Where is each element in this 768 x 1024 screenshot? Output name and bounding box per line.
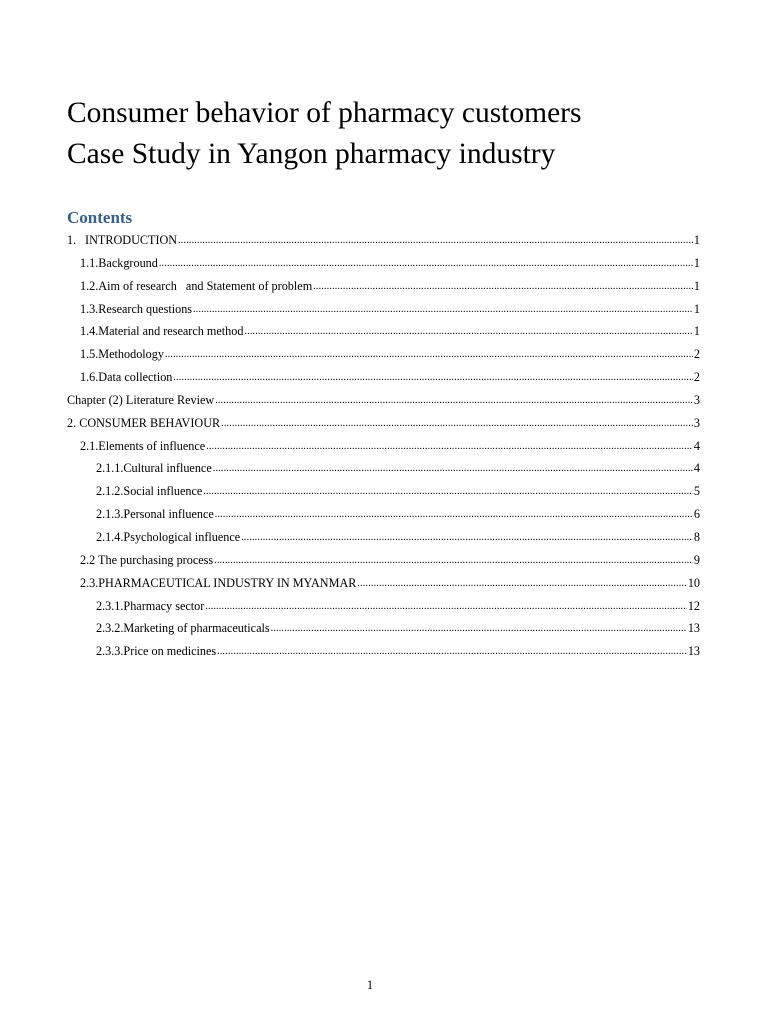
- toc-entry-page: 4: [693, 461, 700, 476]
- toc-entry[interactable]: [67, 549, 700, 572]
- toc-entry-page: 4: [693, 438, 700, 453]
- toc-dot-leader: [244, 321, 692, 344]
- toc-entry-title: 2.3.PHARMACEUTICAL INDUSTRY IN MYANMAR: [80, 575, 357, 590]
- toc-entry-page: 2: [693, 370, 700, 385]
- toc-entry-title: 1.1.Background: [80, 255, 158, 270]
- toc-dot-leader: [241, 527, 693, 550]
- toc-entry[interactable]: [67, 435, 700, 458]
- toc-entry-page: 13: [687, 621, 700, 636]
- toc-entry-page: 13: [687, 644, 700, 659]
- toc-entry[interactable]: [67, 526, 700, 549]
- toc-entry-title: 2.1.3.Personal influence: [96, 507, 214, 522]
- toc-entry-title: 1.3.Research questions: [80, 301, 193, 316]
- toc-entry-number: 1.: [67, 233, 77, 247]
- document-title: [67, 93, 707, 175]
- toc-dot-leader: [221, 413, 693, 436]
- toc-entry-page: 3: [693, 415, 700, 430]
- toc-entry-title: 2.1.4.Psychological influence: [96, 529, 241, 544]
- title-line-1: Consumer behavior of pharmacy customers: [67, 97, 582, 129]
- toc-entry-page: 1: [693, 278, 700, 293]
- toc-entry-title: 1.6.Data collection: [80, 370, 173, 385]
- toc-entry[interactable]: [67, 572, 700, 595]
- toc-dot-leader: [178, 230, 693, 253]
- toc-entry-page: 2: [693, 347, 700, 362]
- toc-entry[interactable]: [67, 366, 700, 389]
- toc-entry[interactable]: [67, 595, 700, 618]
- toc-entry-page: 3: [693, 392, 700, 407]
- toc-dot-leader: [159, 253, 693, 276]
- toc-entry-title: 1.5.Methodology: [80, 347, 164, 362]
- toc-entry-title: 2.3.1.Pharmacy sector: [96, 598, 205, 613]
- toc-entry-page: 8: [693, 529, 700, 544]
- toc-entry[interactable]: [67, 298, 700, 321]
- toc-entry[interactable]: [67, 343, 700, 366]
- toc-dot-leader: [215, 504, 693, 527]
- toc-entry[interactable]: [67, 617, 700, 640]
- toc-entry[interactable]: [67, 640, 700, 663]
- toc-entry-title: 1.2.Aim of research and Statement of problem: [80, 278, 313, 293]
- toc-dot-leader: [313, 276, 693, 299]
- toc-entry[interactable]: [67, 389, 700, 412]
- toc-entry-page: 9: [693, 552, 700, 567]
- toc-entry[interactable]: [67, 275, 700, 298]
- toc-dot-leader: [213, 458, 693, 481]
- toc-dot-leader: [217, 641, 687, 664]
- toc-entry-title: Chapter (2) Literature Review: [67, 392, 215, 407]
- toc-entry-title: 2.1.Elements of influence: [80, 438, 206, 453]
- toc-entry-title: 2.1.1.Cultural influence: [96, 461, 212, 476]
- toc-entry-title: INTRODUCTION: [85, 233, 178, 247]
- toc-dot-leader: [206, 436, 693, 459]
- toc-entry-page: 12: [687, 598, 700, 613]
- toc-dot-leader: [214, 550, 693, 573]
- toc-entry[interactable]: [67, 252, 700, 275]
- toc-entry-page: 10: [687, 575, 700, 590]
- toc-dot-leader: [193, 299, 693, 322]
- toc-dot-leader: [165, 344, 693, 367]
- toc-entry-title: 2.3.3.Price on medicines: [96, 644, 217, 659]
- toc-entry[interactable]: [67, 229, 700, 252]
- toc-entry[interactable]: [67, 503, 700, 526]
- contents-heading: Contents: [67, 208, 133, 227]
- toc-entry[interactable]: [67, 457, 700, 480]
- toc-entry-title: 2.2 The purchasing process: [80, 552, 214, 567]
- toc-dot-leader: [173, 367, 693, 390]
- toc-entry-page: 1: [693, 255, 700, 270]
- page-number: 1: [366, 978, 374, 992]
- toc-entry-page: 6: [693, 507, 700, 522]
- toc-entry[interactable]: [67, 320, 700, 343]
- toc-entry[interactable]: [67, 412, 700, 435]
- toc-entry[interactable]: [67, 480, 700, 503]
- toc-entry-title: 2. CONSUMER BEHAVIOUR: [67, 415, 221, 430]
- toc-entry-title: 2.1.2.Social influence: [96, 484, 203, 499]
- toc-dot-leader: [205, 596, 687, 619]
- toc-dot-leader: [215, 390, 693, 413]
- toc-entry-title: 1.4.Material and research method: [80, 324, 244, 339]
- toc-dot-leader: [357, 573, 686, 596]
- table-of-contents: [67, 229, 700, 663]
- toc-dot-leader: [271, 618, 687, 641]
- title-line-2: Case Study in Yangon pharmacy industry: [67, 138, 556, 170]
- toc-dot-leader: [203, 481, 693, 504]
- toc-entry-page: 5: [693, 484, 700, 499]
- toc-entry-page: 1: [693, 324, 700, 339]
- toc-entry-page: 1: [693, 233, 700, 247]
- toc-entry-page: 1: [693, 301, 700, 316]
- toc-entry-title: 2.3.2.Marketing of pharmaceuticals: [96, 621, 270, 636]
